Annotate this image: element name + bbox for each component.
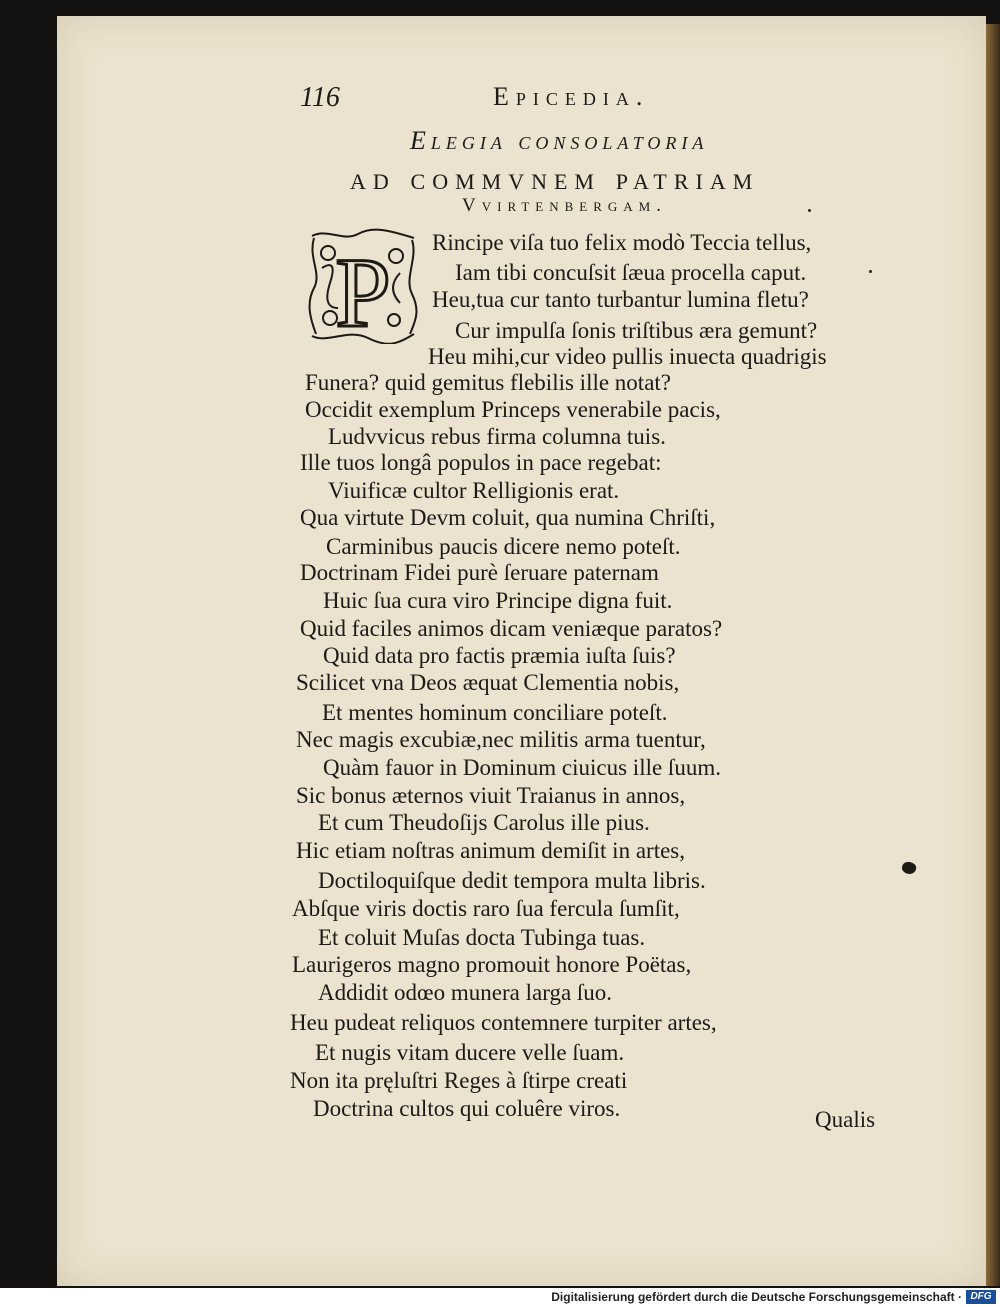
- page-number: 116: [300, 82, 340, 113]
- verse-line: Heu pudeat reliquos contemnere turpiter artes,: [290, 1010, 717, 1035]
- verse-line: Rincipe viſa tuo felix modò Teccia tellus,: [432, 230, 812, 255]
- speck: [869, 270, 872, 273]
- funding-credit: Digitalisierung gefördert durch die Deutsche Forschungsgemeinschaft ·: [551, 1290, 962, 1304]
- verse-line: Quid data pro factis præmia iuſta ſuis?: [323, 643, 676, 668]
- verse-line: Huic ſua cura viro Principe digna fuit.: [323, 588, 673, 613]
- verse-line: Et coluit Muſas docta Tubinga tuas.: [318, 925, 646, 950]
- verse-line: Nec magis excubiæ,nec militis arma tuentur,: [296, 727, 706, 752]
- speck: [808, 209, 811, 212]
- poem-title-line-3: Vvirtenbergam.: [462, 195, 667, 216]
- verse-line: Heu,tua cur tanto turbantur lumina fletu?: [432, 287, 809, 312]
- dfg-logo: DFG: [966, 1290, 996, 1304]
- verse-line: Abſque viris doctis raro ſua fercula ſumſit,: [292, 896, 680, 921]
- verse-line: Quàm fauor in Dominum ciuicus ille ſuum.: [323, 755, 721, 780]
- verse-line: Doctiloquiſque dedit tempora multa libris.: [318, 868, 706, 893]
- ornamental-drop-cap: [308, 228, 418, 344]
- verse-line: Viuificæ cultor Relligionis erat.: [328, 478, 620, 503]
- verse-line: Et cum Theudoſijs Carolus ille pius.: [318, 810, 650, 835]
- verse-line: Iam tibi concuſsit ſæua procella caput.: [455, 260, 807, 285]
- verse-line: Occidit exemplum Princeps venerabile pacis,: [305, 397, 721, 422]
- poem-title-line-2: ad commvnem patriam: [350, 161, 760, 196]
- page-header: [300, 80, 750, 120]
- verse-line: Cur impulſa ſonis triſtibus æra gemunt?: [455, 318, 818, 343]
- footer-bar: [0, 1288, 1000, 1307]
- verse-line: Hic etiam noſtras animum demiſit in artes,: [296, 838, 685, 863]
- poem-title-line-1: Elegia consolatoria: [410, 126, 709, 155]
- verse-line: Addidit odœo munera larga ſuo.: [318, 980, 613, 1005]
- verse-line: Ille tuos longâ populos in pace regebat:: [300, 450, 662, 475]
- running-head: Epicedia.: [493, 82, 650, 111]
- verse-line: Et nugis vitam ducere velle ſuam.: [315, 1040, 625, 1065]
- verse-line: Doctrina cultos qui coluêre viros.: [313, 1096, 621, 1121]
- verse-line: Doctrinam Fidei purè ſeruare paternam: [300, 560, 659, 585]
- page-edge: [986, 24, 1000, 1286]
- verse-line: Sic bonus æternos viuit Traianus in annos,: [296, 783, 686, 808]
- verse-line: Funera? quid gemitus flebilis ille notat?: [305, 370, 672, 395]
- verse-line: Quid faciles animos dicam veniæque paratos?: [300, 616, 723, 641]
- verse-line: Non ita pręluſtri Reges à ſtirpe creati: [290, 1068, 628, 1093]
- svg-text:P: P: [335, 237, 391, 344]
- verse-line: Carminibus paucis dicere nemo poteſt.: [326, 534, 681, 559]
- verse-line: Ludvvicus rebus firma columna tuis.: [328, 424, 666, 449]
- catchword: Qualis: [815, 1107, 876, 1132]
- verse-line: Et mentes hominum conciliare poteſt.: [322, 700, 668, 725]
- verse-line: Heu mihi,cur video pullis inuecta quadrigis: [428, 344, 827, 369]
- verse-line: Scilicet vna Deos æquat Clementia nobis,: [296, 670, 680, 695]
- verse-line: Laurigeros magno promouit honore Poëtas,: [292, 952, 692, 977]
- verse-line: Qua virtute Devm coluit, qua numina Chriſti,: [300, 505, 716, 530]
- drop-cap-ornament-icon: [308, 228, 418, 344]
